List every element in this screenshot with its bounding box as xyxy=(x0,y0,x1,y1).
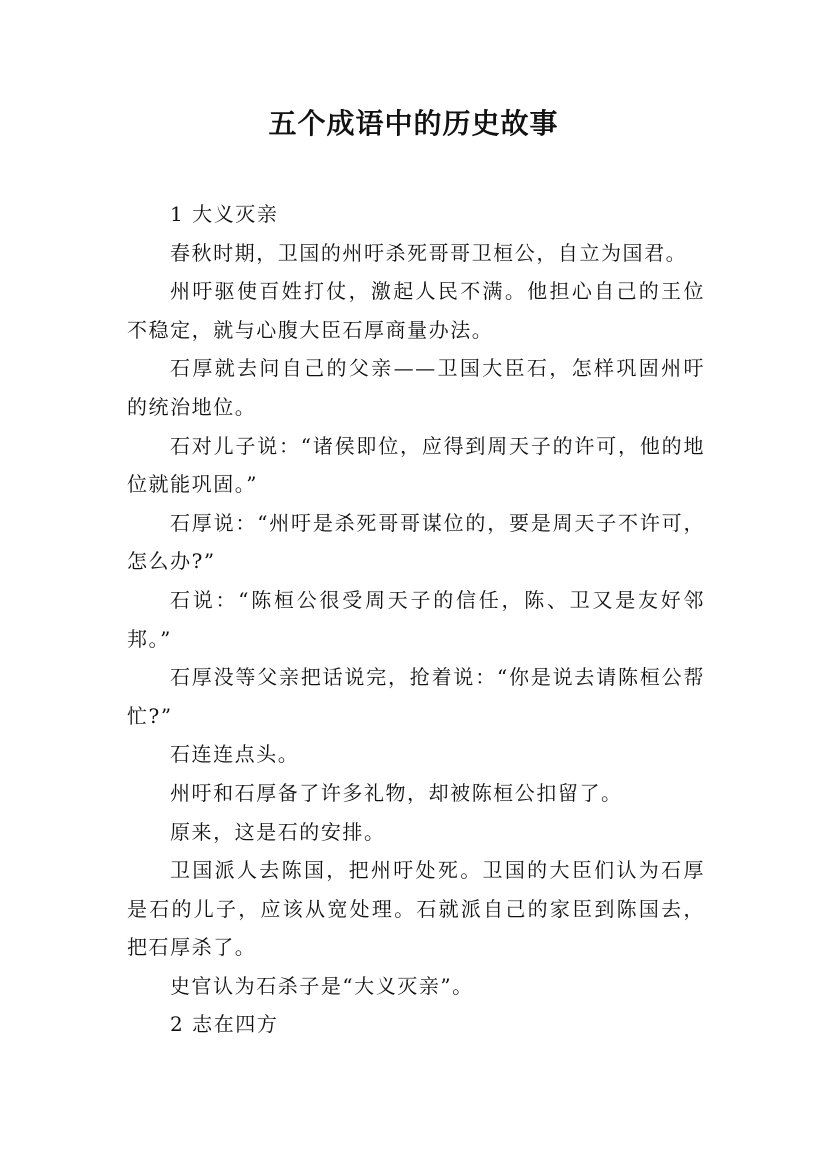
document-title: 五个成语中的历史故事 xyxy=(268,107,559,140)
paragraph: 史官认为石杀子是“大义灭亲”。 xyxy=(170,973,474,998)
paragraph: 州吁和石厚备了许多礼物，却被陈桓公扣留了。 xyxy=(170,780,623,805)
paragraph: 州吁驱使百姓打仗，激起人民不满。他担心自己的王位不稳定，就与心腹大臣石厚商量办法。 xyxy=(127,279,705,342)
section-heading: 2 志在四方 xyxy=(170,1012,279,1037)
paragraph: 卫国派人去陈国，把州吁处死。卫国的大臣们认为石厚是石的儿子，应该从宽处理。石就派自己的家臣到陈国去，把石厚杀了。 xyxy=(127,858,705,960)
section-heading: 1 大义灭亲 xyxy=(170,202,279,226)
paragraph: 石厚就去问自己的父亲——卫国大臣石，怎样巩固州吁的统治地位。 xyxy=(127,356,705,419)
paragraph: 石说：“陈桓公很受周天子的信任，陈、卫又是友好邻邦。” xyxy=(127,587,705,651)
paragraph: 石连连点头。 xyxy=(170,742,300,767)
paragraph: 石对儿子说：“诸侯即位，应得到周天子的许可，他的地位就能巩固。” xyxy=(127,433,705,497)
paragraph: 原来，这是石的安排。 xyxy=(170,819,386,844)
paragraph: 石厚说：“州吁是杀死哥哥谋位的，要是周天子不许可，怎么办?” xyxy=(127,510,705,574)
paragraph: 春秋时期，卫国的州吁杀死哥哥卫桓公，自立为国君。 xyxy=(170,240,688,265)
document-body xyxy=(127,195,705,1044)
paragraph: 石厚没等父亲把话说完，抢着说：“你是说去请陈桓公帮忙?” xyxy=(127,665,705,728)
